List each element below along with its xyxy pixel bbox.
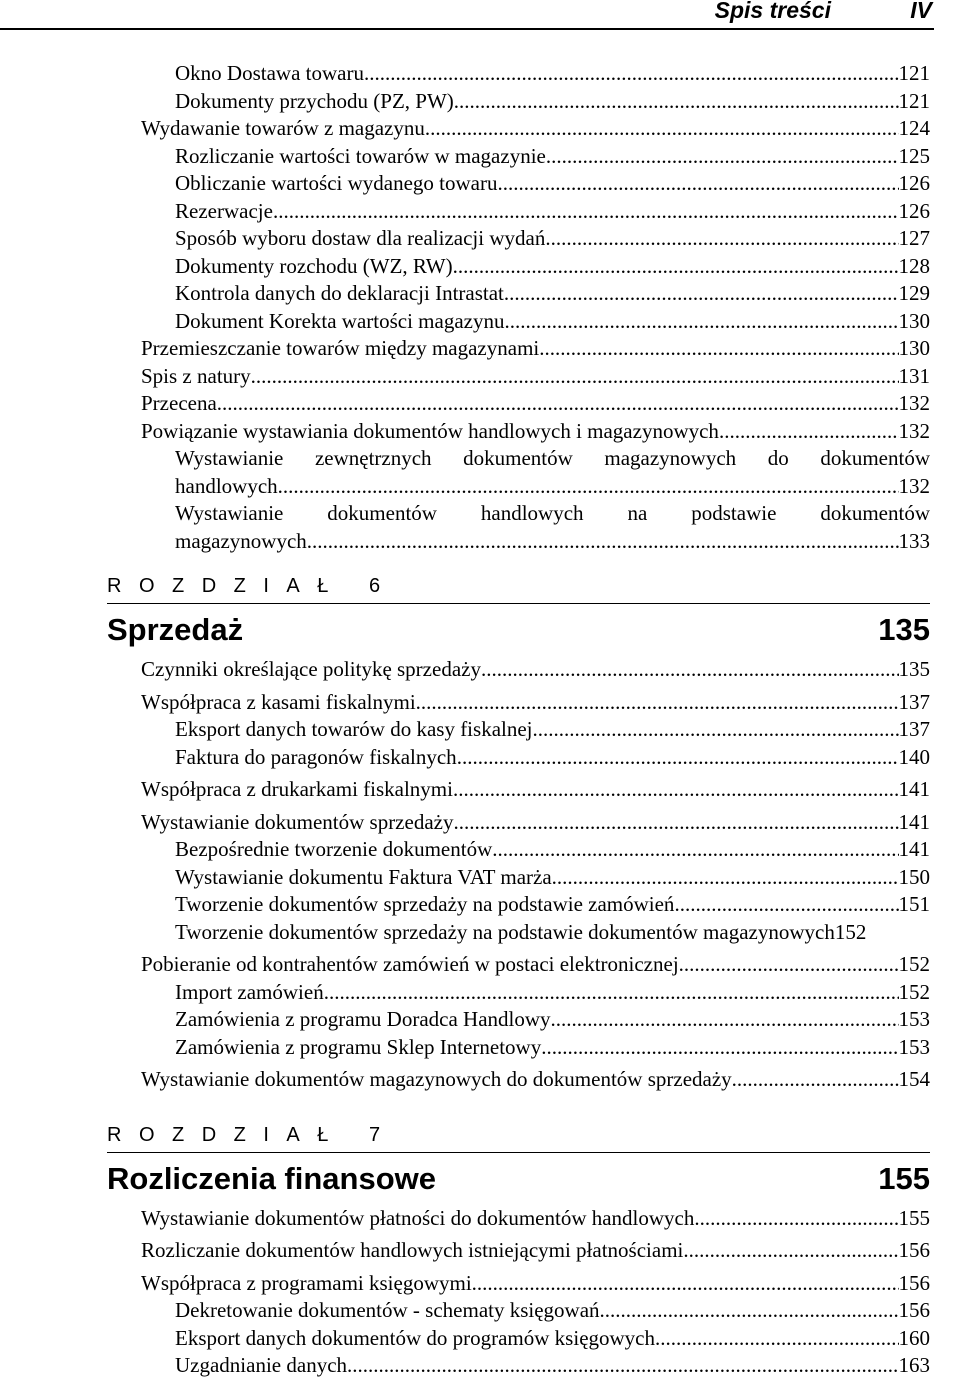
toc-entry[interactable] <box>175 891 930 919</box>
toc-leader <box>347 1352 898 1380</box>
toc-leader <box>457 744 899 772</box>
toc-leader <box>533 716 899 744</box>
toc-entry[interactable] <box>175 143 930 171</box>
toc-page-number: 126 <box>898 198 930 223</box>
toc-entry[interactable] <box>141 335 930 363</box>
toc-entry-wrapped[interactable] <box>175 445 930 500</box>
toc-leader <box>552 864 899 892</box>
toc-entry-title: Wystawianie dokumentów płatności do dokumentów handlowych <box>141 1205 695 1230</box>
toc-entry-title: Dokument Korekta wartości magazynu <box>175 308 505 333</box>
toc-leader <box>541 1034 898 1062</box>
toc-page-number: 129 <box>898 281 930 305</box>
chapter-title-row[interactable] <box>107 610 930 650</box>
toc-leader <box>453 776 899 804</box>
toc-entry-title: Spis z natury <box>141 363 251 388</box>
toc-leader <box>694 1205 898 1233</box>
toc-page-number: 133 <box>898 528 930 553</box>
chapter-7-entries <box>0 1205 960 1380</box>
toc-entry[interactable] <box>175 225 930 253</box>
toc-leader <box>307 528 899 556</box>
toc-page-number: 152 <box>898 979 930 1004</box>
toc-leader <box>546 143 899 171</box>
toc-entry[interactable] <box>175 88 930 116</box>
chapter-title: Sprzedaż <box>107 612 244 647</box>
toc-leader <box>278 473 899 501</box>
toc-entry-wrapped[interactable] <box>175 500 930 555</box>
toc-page-number: 156 <box>898 1298 930 1322</box>
toc-page-number: 141 <box>898 777 930 801</box>
toc-entry[interactable] <box>141 1066 930 1094</box>
toc-entry[interactable] <box>141 1237 930 1265</box>
toc-entry-title: Rozliczanie wartości towarów w magazynie <box>175 143 546 168</box>
toc-entry-title: Współpraca z drukarkami fiskalnymi <box>141 777 453 801</box>
toc-entry-title: Zamówienia z programu Doradca Handlowy <box>175 1007 551 1031</box>
toc-entry[interactable] <box>175 1352 930 1380</box>
toc-page-number: 135 <box>898 657 930 681</box>
toc-page-number: 141 <box>898 837 930 861</box>
toc-page-number: 152 <box>898 952 930 976</box>
toc-entry[interactable] <box>175 979 930 1007</box>
toc-entry-title: Tworzenie dokumentów sprzedaży na podstawie zamówień <box>175 892 675 916</box>
toc-page-number: 153 <box>898 1034 930 1059</box>
toc-page-number: 156 <box>898 1238 930 1262</box>
toc-leader <box>674 891 898 919</box>
toc-entry[interactable] <box>175 836 930 864</box>
toc-entry-title: Obliczanie wartości wydanego towaru <box>175 171 498 195</box>
toc-entry-title: Dekretowanie dokumentów - schematy księgowań <box>175 1298 600 1322</box>
toc-entry[interactable] <box>141 809 930 837</box>
toc-leader <box>492 836 898 864</box>
toc-entry-title: Przemieszczanie towarów między magazynami <box>141 336 540 360</box>
toc-page-number: 124 <box>898 116 930 140</box>
page-number: IV <box>910 0 932 23</box>
table-of-contents <box>0 60 960 1380</box>
toc-entry[interactable] <box>141 115 930 143</box>
toc-page-number: 137 <box>898 689 930 714</box>
toc-entry-title: Wystawianie dokumentu Faktura VAT marża <box>175 864 552 889</box>
toc-page-number: 153 <box>898 1007 930 1031</box>
toc-page-number: 126 <box>898 171 930 195</box>
toc-entry[interactable] <box>141 1205 930 1233</box>
toc-page-number: 160 <box>898 1325 930 1350</box>
toc-leader <box>454 88 899 116</box>
toc-entry[interactable] <box>175 198 930 226</box>
toc-leader <box>425 115 899 143</box>
toc-leader <box>679 951 899 979</box>
toc-entry-title: Tworzenie dokumentów sprzedaży na podstawie dokumentów magazynowych <box>175 919 835 944</box>
toc-entry-line1: Wystawianie dokumentów handlowych na podstawie dokumentów <box>175 501 930 525</box>
running-title: Spis treści <box>714 0 831 23</box>
toc-page-number: 151 <box>898 892 930 916</box>
toc-entry-title: Sposób wyboru dostaw dla realizacji wydań <box>175 226 546 250</box>
toc-entry-title: Powiązanie wystawiania dokumentów handlowych i magazynowych <box>141 418 719 443</box>
toc-entry[interactable] <box>141 418 930 446</box>
toc-leader <box>364 60 899 88</box>
toc-leader <box>453 253 899 281</box>
toc-entry[interactable] <box>175 1325 930 1353</box>
toc-entry[interactable] <box>175 308 930 336</box>
toc-entry[interactable] <box>141 363 930 391</box>
toc-page-number: 154 <box>898 1067 930 1091</box>
page-header <box>0 0 934 30</box>
toc-entry-line1: Wystawianie zewnętrznych dokumentów magazynowych do dokumentów <box>175 446 930 470</box>
toc-entry-title: Eksport danych towarów do kasy fiskalnej <box>175 717 533 741</box>
toc-entry-title: Bezpośrednie tworzenie dokumentów <box>175 837 493 861</box>
chapter-page-number: 155 <box>878 1160 930 1196</box>
toc-entry[interactable] <box>141 951 930 979</box>
toc-page-number: 152 <box>834 919 867 944</box>
toc-page-number: 130 <box>898 336 930 360</box>
toc-leader <box>481 656 899 684</box>
toc-leader <box>683 1237 898 1265</box>
toc-leader <box>273 198 899 226</box>
toc-entry-title: Dokumenty rozchodu (WZ, RW) <box>175 253 453 278</box>
toc-leader <box>504 280 899 308</box>
toc-page-number: 132 <box>898 473 930 498</box>
toc-page-number: 121 <box>898 61 930 85</box>
toc-entry-title: Faktura do paragonów fiskalnych <box>175 744 457 769</box>
toc-entry-line2: handlowych <box>175 473 278 498</box>
toc-leader <box>545 225 898 253</box>
chapter-6-entries <box>0 656 960 1094</box>
toc-leader <box>655 1325 899 1353</box>
toc-page-number: 125 <box>898 143 930 168</box>
toc-entry-title: Import zamówień <box>175 979 324 1004</box>
toc-entry[interactable] <box>175 1034 930 1062</box>
chapter-label: ROZDZIAŁ 7 <box>107 1124 930 1153</box>
toc-leader <box>217 390 899 418</box>
toc-leader <box>732 1066 899 1094</box>
toc-entry-title: Dokumenty przychodu (PZ, PW) <box>175 88 454 113</box>
toc-page-number: 132 <box>898 391 930 415</box>
toc-entry[interactable] <box>141 656 930 684</box>
toc-entry[interactable] <box>141 689 930 717</box>
chapter-label: ROZDZIAŁ 6 <box>107 575 930 604</box>
toc-entry[interactable] <box>175 1006 930 1034</box>
toc-page-number: 155 <box>898 1205 930 1230</box>
toc-entry[interactable] <box>175 864 930 892</box>
toc-leader <box>497 170 898 198</box>
toc-entry-title: Pobieranie od kontrahentów zamówień w postaci elektronicznej <box>141 952 679 976</box>
toc-entry-line2: magazynowych <box>175 528 307 553</box>
toc-entry-title: Wystawianie dokumentów magazynowych do dokumentów sprzedaży <box>141 1067 732 1091</box>
toc-entry-title: Czynniki określające politykę sprzedaży <box>141 657 481 681</box>
toc-entry-title: Okno Dostawa towaru <box>175 61 364 85</box>
toc-entry[interactable] <box>175 253 930 281</box>
toc-page-number: 140 <box>898 744 930 769</box>
toc-page-number: 127 <box>898 226 930 250</box>
toc-leader <box>416 689 899 717</box>
toc-entry-title: Rozliczanie dokumentów handlowych istniejącymi płatnościami <box>141 1238 684 1262</box>
toc-entry-title: Kontrola danych do deklaracji Intrastat <box>175 281 504 305</box>
toc-leader <box>551 1006 899 1034</box>
toc-page-number: 163 <box>898 1353 930 1377</box>
toc-page-number: 156 <box>898 1270 930 1295</box>
chapter-title-row[interactable] <box>107 1159 930 1199</box>
toc-entry-title: Uzgadnianie danych <box>175 1353 348 1377</box>
toc-entry[interactable] <box>141 390 930 418</box>
toc-entry[interactable] <box>175 919 930 947</box>
toc-entry-title: Przecena <box>141 391 217 415</box>
toc-leader <box>600 1297 899 1325</box>
toc-page-number: 132 <box>898 418 930 443</box>
toc-leader <box>504 308 898 336</box>
toc-page-number: 121 <box>898 88 930 113</box>
toc-leader <box>539 335 898 363</box>
toc-page-number: 150 <box>898 864 930 889</box>
toc-leader <box>453 809 898 837</box>
toc-entry[interactable] <box>175 280 930 308</box>
toc-entry-title: Rezerwacje <box>175 198 273 223</box>
toc-page-number: 137 <box>898 717 930 741</box>
toc-page-number: 141 <box>898 809 930 834</box>
toc-page-number: 131 <box>898 363 930 388</box>
toc-leader <box>719 418 899 446</box>
toc-entry-title: Współpraca z programami księgowymi <box>141 1270 472 1295</box>
toc-leader <box>324 979 899 1007</box>
toc-page-number: 130 <box>898 308 930 333</box>
toc-leader <box>472 1270 899 1298</box>
chapter-page-number: 135 <box>878 612 930 647</box>
toc-entry[interactable] <box>175 1297 930 1325</box>
toc-entry-title: Eksport danych dokumentów do programów księgowych <box>175 1325 655 1350</box>
toc-page-number: 128 <box>898 253 930 278</box>
toc-entry-title: Wystawianie dokumentów sprzedaży <box>141 809 454 834</box>
toc-entry-title: Wydawanie towarów z magazynu <box>141 116 425 140</box>
toc-entry-title: Współpraca z kasami fiskalnymi <box>141 689 416 714</box>
toc-entry[interactable] <box>175 716 930 744</box>
chapter-title: Rozliczenia finansowe <box>107 1160 437 1196</box>
toc-leader <box>251 363 899 391</box>
toc-entry[interactable] <box>175 170 930 198</box>
toc-section-continued <box>0 60 960 445</box>
toc-entry[interactable] <box>141 1270 930 1298</box>
toc-entry-title: Zamówienia z programu Sklep Internetowy <box>175 1034 542 1059</box>
toc-entry[interactable] <box>175 60 930 88</box>
toc-entry[interactable] <box>141 776 930 804</box>
toc-entry[interactable] <box>175 744 930 772</box>
